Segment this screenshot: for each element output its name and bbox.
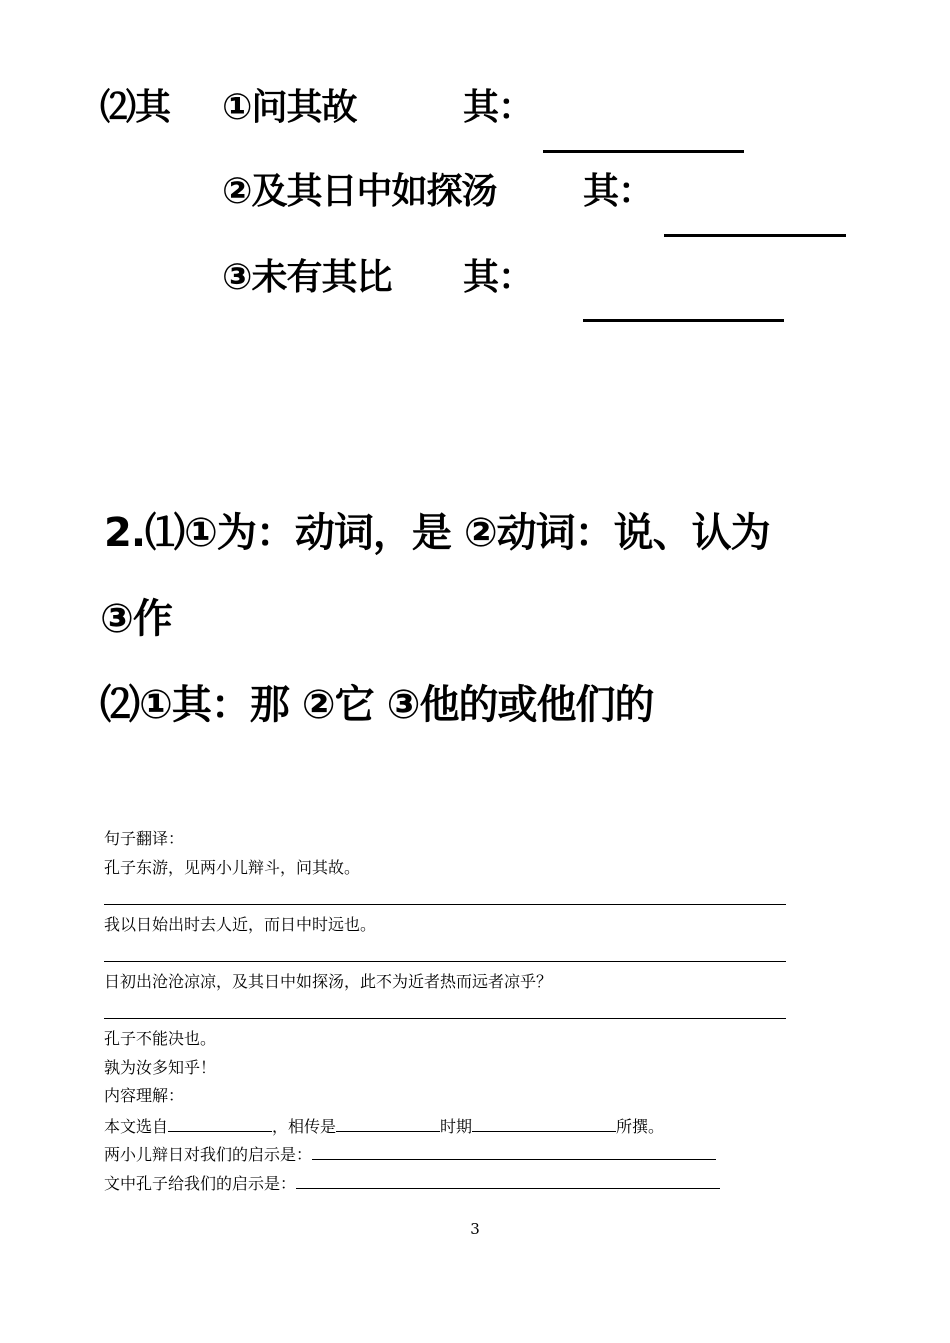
translation-answer-line-1[interactable] — [104, 904, 786, 905]
q2-answer-blank[interactable] — [312, 1143, 716, 1160]
qi-prompt-2: 其： — [583, 171, 654, 212]
answer-blank-2[interactable] — [664, 234, 846, 237]
translation-answer-line-3[interactable] — [104, 1018, 786, 1019]
q1-blank-period[interactable] — [336, 1115, 440, 1132]
q1-blank-author[interactable] — [472, 1115, 616, 1132]
answer-key-line-3: ⑵①其：那 ②它 ③他的或他们的 — [100, 682, 654, 728]
answer-blank-3[interactable] — [583, 319, 784, 322]
qi-prompt-1: 其： — [463, 87, 534, 128]
translation-sentence-4: 孔子不能决也。 — [104, 1029, 217, 1048]
comprehension-question-3 — [104, 1172, 720, 1194]
q3-text: 文中孔子给我们的启示是： — [104, 1174, 297, 1193]
page-number: 3 — [470, 1220, 480, 1238]
translation-answer-line-2[interactable] — [104, 961, 786, 962]
q3-answer-blank[interactable] — [296, 1172, 720, 1189]
q1-text-a: 本文选自 — [104, 1117, 169, 1136]
qi-prompt-3: 其： — [463, 257, 534, 298]
q1-text-b: ，相传是 — [272, 1117, 337, 1136]
answer-key-line-2: ③作 — [100, 596, 172, 642]
sentence-ji-qi-ri-zhong: ②及其日中如探汤 — [222, 171, 497, 212]
comprehension-heading: 内容理解： — [104, 1086, 185, 1105]
q2-text: 两小儿辩日对我们的启示是： — [104, 1145, 313, 1164]
item-2-label: ⑵其 — [100, 87, 171, 128]
sentence-wen-qi-gu: ①问其故 — [222, 87, 357, 128]
q1-text-c: 时期 — [440, 1117, 473, 1136]
sentence-wei-you-qi-bi: ③未有其比 — [222, 257, 392, 298]
comprehension-question-2 — [104, 1143, 716, 1165]
translation-sentence-2: 我以日始出时去人近，而日中时远也。 — [104, 915, 377, 934]
translation-sentence-3: 日初出沧沧凉凉，及其日中如探汤，此不为近者热而远者凉乎？ — [104, 972, 553, 991]
translation-sentence-5: 孰为汝多知乎！ — [104, 1058, 217, 1077]
answer-key-line-1: 2.⑴①为：动词，是 ②动词：说、认为 — [104, 510, 770, 556]
translation-heading: 句子翻译： — [104, 829, 185, 848]
q1-blank-source[interactable] — [168, 1115, 272, 1132]
answer-blank-1[interactable] — [543, 150, 744, 153]
comprehension-question-1 — [104, 1115, 664, 1137]
q1-text-d: 所撰。 — [616, 1117, 665, 1136]
translation-sentence-1: 孔子东游，见两小儿辩斗，问其故。 — [104, 858, 361, 877]
